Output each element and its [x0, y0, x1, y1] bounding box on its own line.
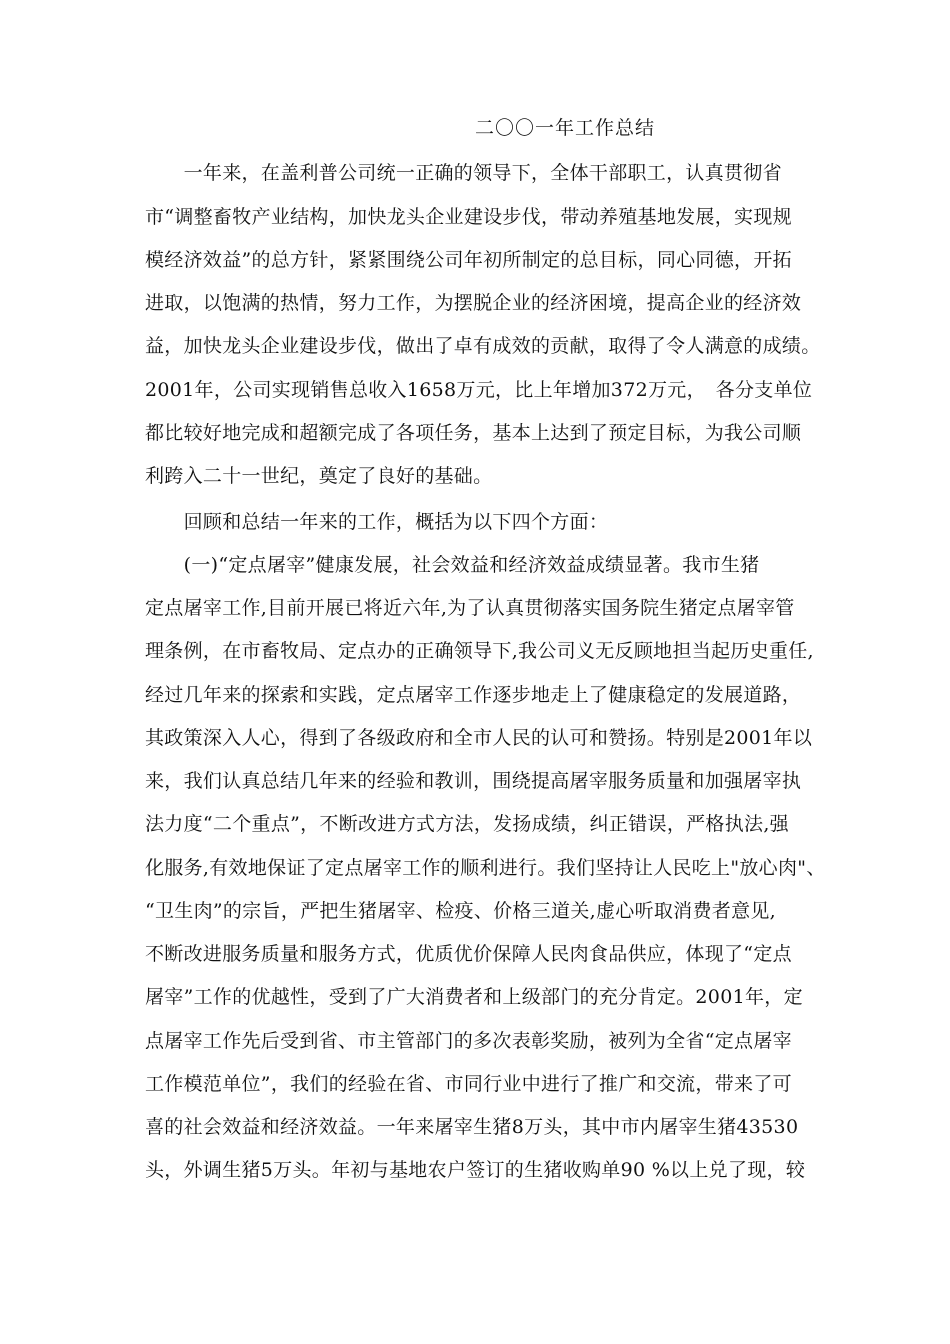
paragraph-line: “卫生肉”的宗旨，严把生猪屠宰、检疫、价格三道关,虚心听取消费者意见, — [145, 900, 777, 922]
paragraph-line: 其政策深入人心，得到了各级政府和全市人民的认可和赞扬。特别是2001年以 — [145, 727, 813, 749]
paragraph-line: 喜的社会效益和经济效益。一年来屠宰生猪8万头，其中市内屠宰生猪43530 — [145, 1116, 799, 1138]
paragraph-line: 模经济效益”的总方针，紧紧围绕公司年初所制定的总目标，同心同德，开拓 — [145, 249, 792, 271]
paragraph-line: 益，加快龙头企业建设步伐，做出了卓有成效的贡献，取得了令人满意的成绩。 — [145, 335, 821, 357]
paragraph-line: 利跨入二十一世纪，奠定了良好的基础。 — [145, 465, 493, 487]
paragraph-line: 不断改进服务质量和服务方式，优质优价保障人民肉食品供应，体现了“定点 — [145, 943, 792, 965]
paragraph-line: 理条例，在市畜牧局、定点办的正确领导下,我公司义无反顾地担当起历史重任, — [145, 640, 814, 662]
paragraph-line: 2001年，公司实现销售总收入1658万元，比上年增加372万元， 各分支单位 — [145, 379, 813, 401]
paragraph-line: 定点屠宰工作,目前开展已将近六年,为了认真贯彻落实国务院生猪定点屠宰管 — [145, 597, 795, 619]
paragraph-line: 回顾和总结一年来的工作，概括为以下四个方面： — [145, 511, 609, 533]
paragraph-line: (一)“定点屠宰”健康发展，社会效益和经济效益成绩显著。我市生猪 — [145, 554, 760, 576]
paragraph-line: 都比较好地完成和超额完成了各项任务，基本上达到了预定目标，为我公司顺 — [145, 422, 802, 444]
paragraph-line: 头，外调生猪5万头。年初与基地农户签订的生猪收购单90 %以上兑了现，较 — [145, 1159, 806, 1181]
paragraph-line: 一年来，在盖利普公司统一正确的领导下，全体干部职工，认真贯彻省 — [145, 162, 782, 184]
paragraph-line: 屠宰”工作的优越性，受到了广大消费者和上级部门的充分肯定。2001年，定 — [145, 986, 803, 1008]
paragraph-line: 工作模范单位”，我们的经验在省、市同行业中进行了推广和交流，带来了可 — [145, 1073, 792, 1095]
document-title: 二〇〇一年工作总结 — [475, 117, 656, 139]
paragraph-line: 进取，以饱满的热情，努力工作，为摆脱企业的经济困境，提高企业的经济效 — [145, 292, 802, 314]
paragraph-line: 来，我们认真总结几年来的经验和教训，围绕提高屠宰服务质量和加强屠宰执 — [145, 770, 802, 792]
paragraph-line: 经过几年来的探索和实践，定点屠宰工作逐步地走上了健康稳定的发展道路， — [145, 684, 802, 706]
paragraph-line: 点屠宰工作先后受到省、市主管部门的多次表彰奖励，被列为全省“定点屠宰 — [145, 1030, 792, 1052]
paragraph-line: 化服务,有效地保证了定点屠宰工作的顺利进行。我们坚持让人民吃上"放心肉"、 — [145, 857, 826, 879]
paragraph-line: 市“调整畜牧产业结构，加快龙头企业建设步伐，带动养殖基地发展，实现规 — [145, 206, 792, 228]
paragraph-line: 法力度“二个重点”，不断改进方式方法，发扬成绩，纠正错误，严格执法,强 — [145, 813, 789, 835]
